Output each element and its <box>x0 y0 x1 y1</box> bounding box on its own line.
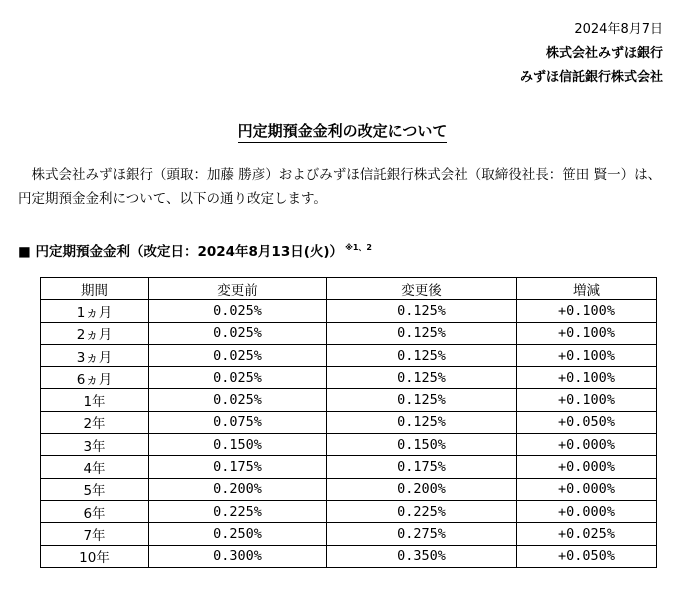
cell-after: 0.200% <box>327 478 517 500</box>
cell-before: 0.300% <box>149 545 327 567</box>
cell-change: +0.025% <box>517 523 657 545</box>
table-row <box>41 367 657 389</box>
issuer-mizuho-bank: 株式会社みずほ銀行 <box>545 46 663 61</box>
cell-change: +0.050% <box>517 545 657 567</box>
cell-after: 0.125% <box>327 344 517 366</box>
cell-after: 0.350% <box>327 545 517 567</box>
table-row <box>41 478 657 500</box>
table-row <box>41 500 657 522</box>
cell-before: 0.200% <box>149 478 327 500</box>
cell-after: 0.125% <box>327 322 517 344</box>
section-footnote-ref: ※1、2 <box>345 243 372 252</box>
table-row <box>41 411 657 433</box>
document-title <box>0 120 685 141</box>
cell-change: +0.100% <box>517 367 657 389</box>
cell-after: 0.175% <box>327 456 517 478</box>
cell-before: 0.025% <box>149 300 327 322</box>
cell-before: 0.075% <box>149 411 327 433</box>
cell-change: +0.100% <box>517 322 657 344</box>
cell-period: 1ヵ月 <box>41 300 149 322</box>
cell-period: 3年 <box>41 434 149 456</box>
header-after: 変更後 <box>327 278 517 300</box>
table-row <box>41 456 657 478</box>
cell-before: 0.025% <box>149 344 327 366</box>
cell-period: 3ヵ月 <box>41 344 149 366</box>
cell-after: 0.125% <box>327 300 517 322</box>
cell-period: 5年 <box>41 478 149 500</box>
rate-table-body <box>41 300 657 568</box>
document-title-text: 円定期預金金利の改定について <box>238 122 448 143</box>
cell-period: 10年 <box>41 545 149 567</box>
cell-before: 0.150% <box>149 434 327 456</box>
square-bullet-icon: ■ <box>18 244 31 260</box>
header-period: 期間 <box>41 278 149 300</box>
section-heading-text: 円定期預金金利（改定日：2024年8月13日(火)） <box>35 244 344 260</box>
cell-period: 6ヵ月 <box>41 367 149 389</box>
table-row <box>41 523 657 545</box>
cell-change: +0.050% <box>517 411 657 433</box>
cell-period: 2年 <box>41 411 149 433</box>
cell-change: +0.100% <box>517 344 657 366</box>
cell-change: +0.000% <box>517 500 657 522</box>
cell-before: 0.025% <box>149 322 327 344</box>
cell-before: 0.175% <box>149 456 327 478</box>
rate-table <box>40 277 657 568</box>
document-date: 2024年8月7日 <box>574 22 663 37</box>
cell-period: 7年 <box>41 523 149 545</box>
cell-after: 0.125% <box>327 411 517 433</box>
table-header-row <box>41 278 657 300</box>
intro-paragraph: 株式会社みずほ銀行（頭取：加藤 勝彦）およびみずほ信託銀行株式会社（取締役社長：笹田 賢一）は、円定期預金金利について、以下の通り改定します。 <box>18 167 662 207</box>
cell-before: 0.025% <box>149 367 327 389</box>
cell-period: 6年 <box>41 500 149 522</box>
cell-change: +0.100% <box>517 389 657 411</box>
table-row <box>41 322 657 344</box>
cell-after: 0.275% <box>327 523 517 545</box>
cell-change: +0.000% <box>517 434 657 456</box>
cell-change: +0.000% <box>517 478 657 500</box>
table-row <box>41 434 657 456</box>
cell-period: 2ヵ月 <box>41 322 149 344</box>
section-heading <box>18 240 372 260</box>
table-row <box>41 545 657 567</box>
cell-after: 0.225% <box>327 500 517 522</box>
cell-period: 4年 <box>41 456 149 478</box>
issuer-mizuho-trust: みずほ信託銀行株式会社 <box>519 70 663 85</box>
header-before: 変更前 <box>149 278 327 300</box>
cell-before: 0.250% <box>149 523 327 545</box>
cell-change: +0.000% <box>517 456 657 478</box>
cell-before: 0.025% <box>149 389 327 411</box>
header-change: 増減 <box>517 278 657 300</box>
cell-after: 0.125% <box>327 389 517 411</box>
cell-after: 0.125% <box>327 367 517 389</box>
cell-after: 0.150% <box>327 434 517 456</box>
table-row <box>41 344 657 366</box>
cell-change: +0.100% <box>517 300 657 322</box>
table-row <box>41 300 657 322</box>
cell-period: 1年 <box>41 389 149 411</box>
cell-before: 0.225% <box>149 500 327 522</box>
table-row <box>41 389 657 411</box>
